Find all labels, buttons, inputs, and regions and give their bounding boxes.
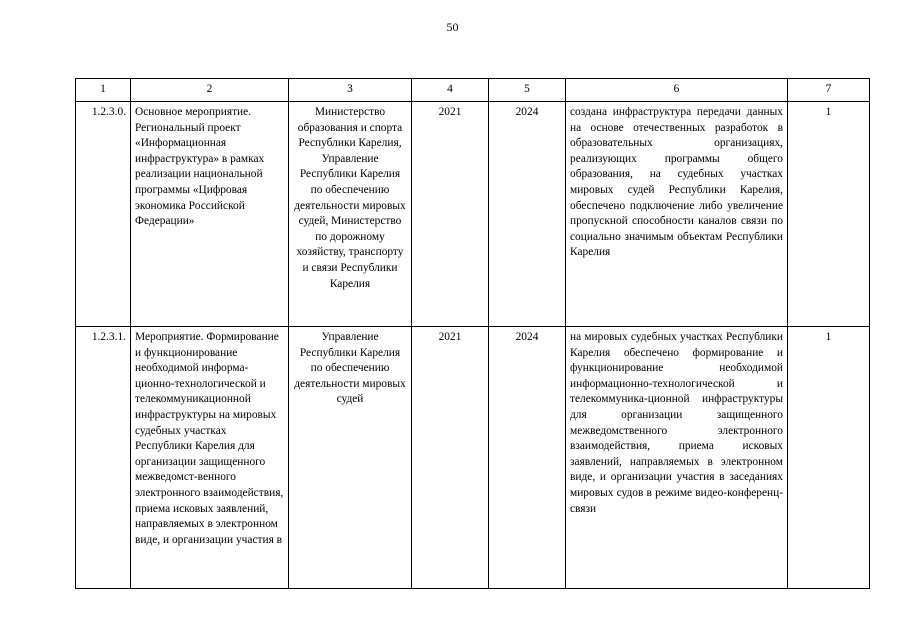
end-year: 2024 <box>489 102 566 327</box>
start-year: 2021 <box>412 327 489 589</box>
indicator-link: 1 <box>788 327 870 589</box>
page-number: 50 <box>446 20 459 34</box>
table-row <box>76 327 870 589</box>
activities-table <box>75 78 870 589</box>
executor: Министерство образования и спорта Республики Карелия, Управление Республики Карелия по обеспечению деятельности мировых судей, Министерство по дорожному хозяйству, транспорту и связи Республики Карелия <box>289 102 412 327</box>
start-year: 2021 <box>412 102 489 327</box>
column-header: 6 <box>566 79 788 102</box>
indicator-link: 1 <box>788 102 870 327</box>
column-header: 1 <box>76 79 131 102</box>
expected-result: создана инфраструктура передачи данных на основе отечественных разработок в образовательных организациях, реализующих программы общего образования, на судебных участках мировых судей Республики Карелия, обеспечено подключение либо увеличение пропускной способности каналов связи по социально значимым объектам Республики Карелия <box>566 102 788 327</box>
column-header: 2 <box>131 79 289 102</box>
item-number: 1.2.3.0. <box>76 102 131 327</box>
event-name: Основное мероприятие. Региональный проект «Информационная инфраструктура» в рамках реализации национальной программы «Цифровая экономика Российской Федерации» <box>131 102 289 327</box>
item-number: 1.2.3.1. <box>76 327 131 589</box>
table-header-row <box>76 79 870 102</box>
event-name: Мероприятие. Формирование и функционирование необходимой информа-ционно-технологической и телекоммуникационной инфраструктуры на мировых судебных участках Республики Карелия для организации защищенного межведомст-венного электронного взаимодействия, приема исковых заявлений, направляемых в электронном виде, и организации участия в <box>131 327 289 589</box>
column-header: 3 <box>289 79 412 102</box>
column-header: 4 <box>412 79 489 102</box>
table-row <box>76 102 870 327</box>
expected-result: на мировых судебных участках Республики Карелия обеспечено формирование и функционирование необходимой информационно-технологической и телекоммуника-ционной инфраструктуры для организации защищенного межведомственного электронного взаимодействия, приема исковых заявлений, направляемых в электронном виде, и организации участия в заседаниях мировых судов в режиме видео-конференц-связи <box>566 327 788 589</box>
end-year: 2024 <box>489 327 566 589</box>
executor: Управление Республики Карелия по обеспечению деятельности мировых судей <box>289 327 412 589</box>
column-header: 7 <box>788 79 870 102</box>
column-header: 5 <box>489 79 566 102</box>
